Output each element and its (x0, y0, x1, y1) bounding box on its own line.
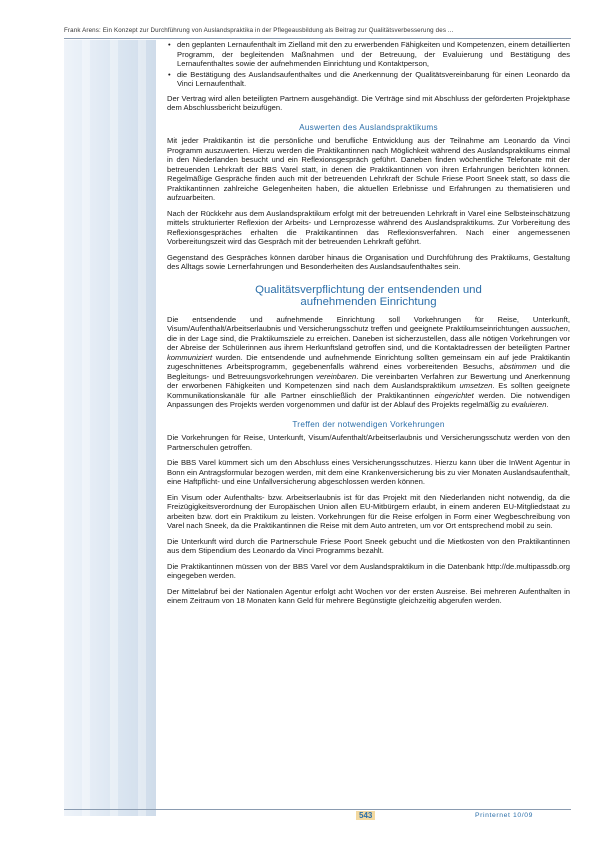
header-rule (64, 38, 571, 39)
running-header: Frank Arens: Ein Konzept zur Durchführung von Auslandspraktika in der Pflegeausbildung als Beitrag zur Qualitätsverbesserung des ... (64, 27, 454, 34)
paragraph: Der Mittelabruf bei der Nationalen Agentur erfolgt acht Wochen vor der ersten Ausreise. Bei mehreren Aufenthalten in einem Zeitraum von 18 Monaten kann Geld für mehrere Begünstigte gleichzeitig abgerufen werden. (167, 586, 570, 605)
heading-line: Qualitätsverpflichtung der entsendenden und (255, 283, 482, 296)
side-panel (64, 40, 156, 816)
section-heading-arrangements: Treffen der notwendigen Vorkehrungen (292, 419, 445, 429)
main-text-column (167, 40, 570, 612)
paragraph: Die Vorkehrungen für Reise, Unterkunft, Visum/Aufenthalt/Arbeitserlaubnis und Versicherungsschutz werden von den Partnerschulen getroffen. (167, 433, 570, 452)
paragraph: Die entsendende und aufnehmende Einrichtung soll Vorkehrungen für Reise, Unterkunft, Visum/Aufenthalt/Arbeitserlaubnis und Versicherungsschutz treffen und geeignete Praktikumseinrichtungen aussuchen, die in der Lage sind, die Praktikumsziele zu erreichen. Daneben ist sicherzustellen, dass alle nötigen Vorkehrungen vor der Abreise der Schülerinnen aus ihrem Herkunftsland getroffen sind, und die Kontaktadressen der beteiligten Partner kommuniziert wurden. Die entsendende und aufnehmende Einrichtung sollten gemeinsam ein auf jede Praktikantin zugeschnittenes Arbeitsprogramm, gegebenenfalls während eines vorbereitenden Besuchs, abstimmen und die Begleitungs- und Betreuungsvorkehrungen vereinbaren. Die vereinbarten Verfahren zur Bewertung und Anerkennung der erworbenen Fähigkeiten und Kompetenzen sind nach dem Auslandspraktikum umsetzen. Es sollten geeignete Kommunikationskanäle für alle Partner einschließlich der Praktikantinnen eingerichtet werden. Die notwendigen Anpassungen des Projekts werden vorgenommen und dafür ist der Ablauf des Projekts regelmäßig zu evaluieren. (167, 314, 571, 409)
paragraph: Mit jeder Praktikantin ist die persönliche und berufliche Entwicklung aus der Teilnahme am Leonardo da Vinci Programm auszuwerten. Hierzu werden die Praktikantinnen nach Möglichkeit während des Auslandspraktikums einmal in den Niederlanden besucht und ein Reflexionsgespräch geführt. Daneben finden wöchentliche Telefonate mit der betreuenden Lehrkraft der BBS Varel statt, in denen die Praktikantinnen von ihren Erfahrungen berichten können. Regelmäßige Gespräche finden auch mit der betreuenden Lehrkraft der Schule Friese Poort Sneek statt, so dass die Praktikantinnen zahlreiche Gelegenheiten haben, die aktuellen Erlebnisse und Erfahrungen zu thematisieren und aufzuarbeiten. (167, 136, 570, 202)
page-number: 543 (356, 811, 375, 820)
footer-rule (64, 809, 571, 810)
paragraph: Ein Visum oder Aufenthalts- bzw. Arbeitserlaubnis ist für das Projekt mit den Niederlanden nicht notwendig, da die Freizügigkeitsverordnung der Europäischen Union allen EU-Mitbürgern erlaubt, in einem anderen EU-Mitgliedstaat zu arbeiten bzw. dort ein Praktikum zu leisten. Vorkehrungen für die Reise erfolgen in Form einer Wegbeschreibung von Varel nach Sneek, da die Praktikantinnen die Reise mit dem Auto antreten, um vor Ort entsprechend mobil zu sein. (167, 492, 570, 530)
paragraph: Die Praktikantinnen müssen von der BBS Varel vor dem Auslandspraktikum in die Datenbank http://de.multipassdb.org eingegeben werden. (167, 561, 570, 580)
list-item: • die Bestätigung des Auslandsaufenthaltes und die Anerkennung der Qualitätsvereinbarung für einen Leonardo da Vinci Lernaufenthalt. (167, 70, 570, 89)
section-heading-quality (167, 284, 570, 309)
paragraph: Gegenstand des Gespräches können darüber hinaus die Organisation und Durchführung des Praktikums, Gestaltung des Alltags sowie Lernerfahrungen und Besonderheiten des Auslandsaufenthaltes sein. (167, 252, 570, 271)
paragraph: Nach der Rückkehr aus dem Auslandspraktikum erfolgt mit der betreuenden Lehrkraft in Varel eine Selbsteinschätzung mittels strukturierter Reflexion der Arbeits- und Lernprozesse während des Auslandspraktikums. Zur Vorbereitung des Reflexionsgespräches erhalten die Praktikantinnen das Reflexionsverfahren. Nach einer angemessenen Vorbereitungszeit wird das Gespräch mit der betreuenden Lehrkraft geführt. (167, 208, 570, 246)
journal-name: Printernet 10/09 (475, 812, 533, 819)
paragraph: Der Vertrag wird allen beteiligten Partnern ausgehändigt. Die Verträge sind mit Abschluss der geförderten Projektphase dem Abschlussbericht beizufügen. (167, 93, 570, 112)
paragraph: Die Unterkunft wird durch die Partnerschule Friese Poort Sneek gebucht und die Mietkosten von den Praktikantinnen aus dem Stipendium des Leonardo da Vinci Programms bezahlt. (167, 536, 570, 555)
heading-line: aufnehmenden Einrichtung (300, 296, 437, 308)
section-heading-evaluation: Auswerten des Auslandspraktikums (299, 122, 438, 132)
list-item: • den geplanten Lernaufenthalt im Zielland mit den zu erwerbenden Fähigkeiten und Kompetenzen, einem detaillierten Programm, der begleitenden Maßnahmen und der Betreuung, der Evaluierung und Bestätigung des Lernaufenthaltes sowie der aufnehmenden Einrichtung und Kontaktperson, (167, 40, 570, 69)
intro-bullet-list (167, 40, 570, 89)
paragraph: Die BBS Varel kümmert sich um den Abschluss eines Versicherungsschutzes. Hierzu kann über die InWent Agentur in Bonn ein Antragsformular bezogen werden, mit dem eine Krankenversicherung bis zu vier Monaten Auslandsaufenthalt, eine Haftpflicht- und eine Unfallversicherung abgeschlossen werden können. (167, 458, 570, 486)
